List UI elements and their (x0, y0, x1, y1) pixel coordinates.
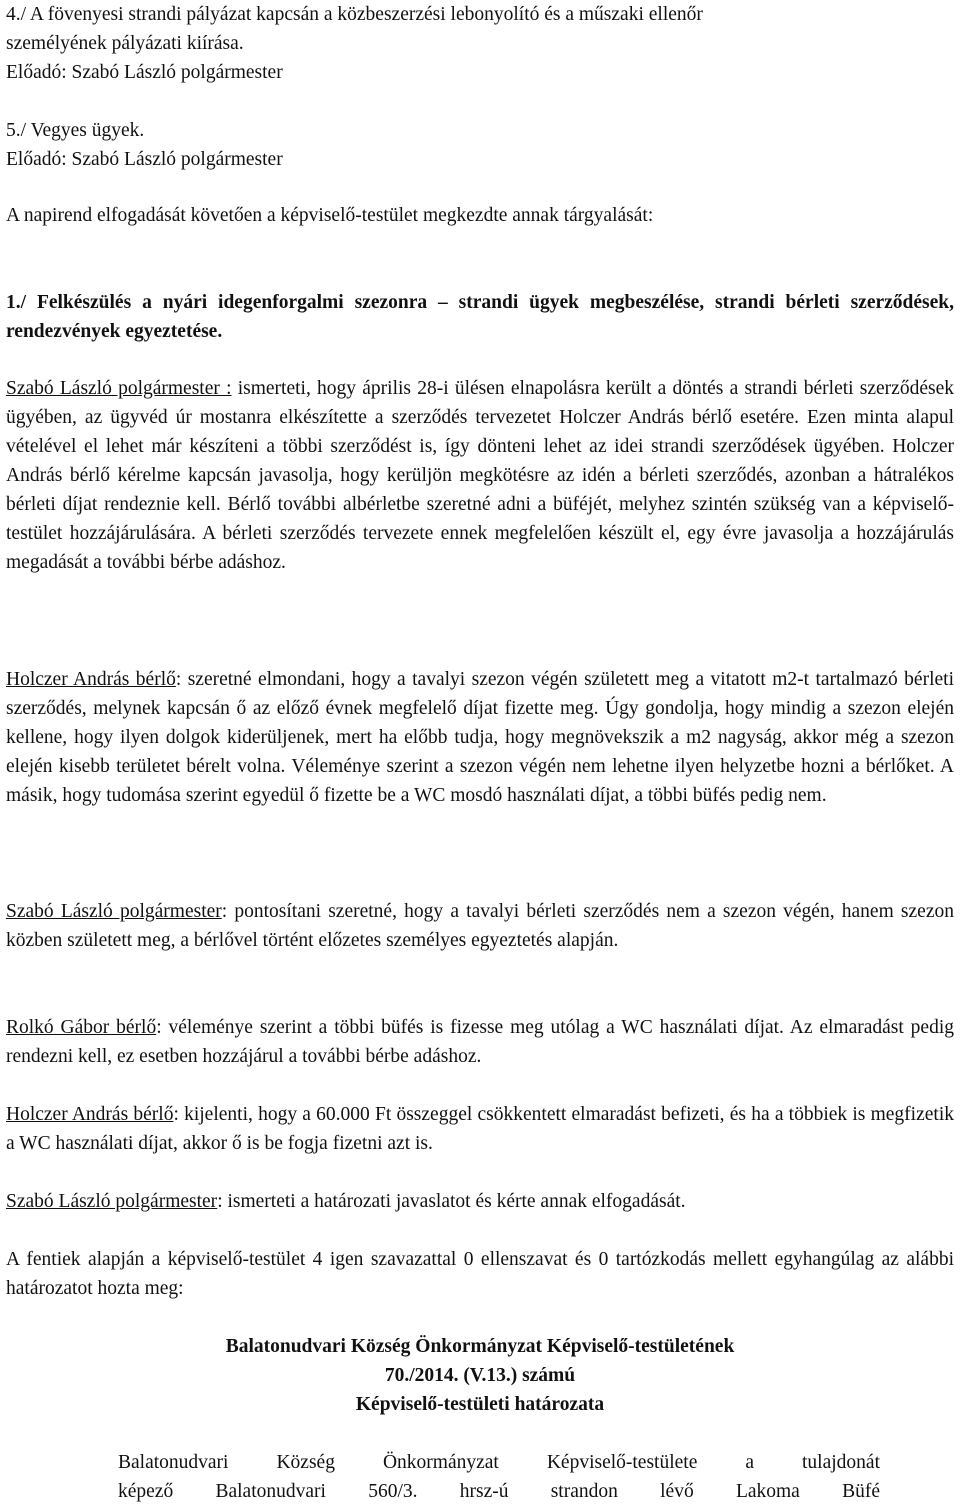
speaker-name: Szabó László polgármester (6, 901, 222, 922)
paragraph-2 (6, 665, 954, 810)
paragraph-text (6, 1187, 954, 1216)
resolution-body-line-2: képező Balatonudvari 560/3. hrsz-ú strandon lévő Lakoma Büfé (118, 1481, 880, 1502)
paragraph-6 (6, 1187, 954, 1216)
paragraph-text (6, 897, 954, 955)
statement-text: : ismerteti a határozati javaslatot és kérte annak elfogadását. (217, 1191, 686, 1212)
vote-result (6, 1245, 954, 1303)
paragraph-text (6, 1100, 954, 1158)
agenda-item-4-title: 4./ A fövenyesi strandi pályázat kapcsán a közbeszerzési lebonyolító és a műszaki ellenőr (6, 4, 703, 25)
resolution-number: 70./2014. (V.13.) számú (384, 1365, 576, 1386)
agenda-list (6, 0, 954, 174)
statement-text: : véleménye szerint a többi büfés is fizesse meg utólag a WC használati díjat. Az elmaradást pedig rendezni kell, ez esetben hozzájárul a további bérbe adáshoz. (6, 1017, 954, 1067)
resolution-body (118, 1448, 880, 1506)
statement-text: : kijelenti, hogy a 60.000 Ft összeggel csökkentett elmaradást befizeti, és ha a többiek is megfizetik a WC használati díjat, akkor ő is be fogja fizetni azt is. (6, 1104, 954, 1154)
speaker-name: Szabó László polgármester (6, 1191, 218, 1212)
agenda-item-4-title-cont: személyének pályázati kiírása. (6, 33, 244, 54)
intro-text: A napirend elfogadását követően a képviselő-testület megkezdte annak tárgyalását: (6, 205, 654, 226)
section-1 (6, 288, 954, 346)
speaker-name: Holczer András bérlő (6, 669, 176, 690)
resolution-type: Képviselő-testületi határozata (355, 1394, 605, 1415)
paragraph-4 (6, 1013, 954, 1071)
paragraph-5 (6, 1100, 954, 1158)
paragraph-text (6, 665, 954, 810)
statement-text: : pontosítani szeretné, hogy a tavalyi bérleti szerződés nem a szezon végén, hanem szezon közben született meg, a bérlővel történt előzetes személyes egyeztetés alapján. (6, 901, 954, 951)
agenda-item-5-presenter: Előadó: Szabó László polgármester (6, 149, 283, 170)
statement-text: : szeretné elmondani, hogy a tavalyi szezon végén született meg a vitatott m2-t tartalmazó bérleti szerződés, melynek kapcsán ő az előző évnek megfelelő díjat fizette meg. Úgy gondolja, hogy mindig a szezon elején kellene, hogy ilyen dolgok kiderüljenek, mert ha előbb tudja, hogy megnövekszik a m2 nagyság, akkor még a szezon elején kisebb területet bérelt volna. Véleménye szerint a szezon végén nem lehetne ilyen helyzetbe hozni a bérlőket. A másik, hogy tudomása szerint egyedül ő fizette be a WC mosdó használati díjat, a többi büfés pedig nem. (6, 669, 954, 806)
resolution-header (6, 1332, 954, 1419)
paragraph-text (6, 1013, 954, 1071)
resolution-title: Balatonudvari Község Önkormányzat Képviselő-testületének (225, 1336, 735, 1357)
speaker-name: Szabó László polgármester : (6, 378, 232, 399)
speaker-name: Rolkó Gábor bérlő (6, 1017, 157, 1038)
resolution-body-line-1: Balatonudvari Község Önkormányzat Képviselő-testülete a tulajdonát (118, 1452, 880, 1473)
statement-text: ismerteti, hogy április 28-i ülésen elnapolásra került a döntés a strandi bérleti szerződések ügyében, az ügyvéd úr mostanra elkészítette a szerződés tervezetet Holczer András bérlő esetére. Ezen minta alapul vételével el lehet már készíteni a többi szerződést is, így dönteni lehet az idei strandi szerződések ügyében. Holczer András bérlő kérelme kapcsán javasolja, hogy kerüljön megkötésre az idén a bérleti szerződés, azonban a hátralékos bérleti díjat rendeznie kell. Bérlő további albérletbe szeretné adni a büféjét, melyhez szintén szükség van a képviselő-testület hozzájárulására. A bérleti szerződés tervezete ennek megfelelően készült el, egy évre javasolja a hozzájárulás megadását a további bérbe adáshoz. (6, 378, 954, 573)
speaker-name: Holczer András bérlő (6, 1104, 174, 1125)
paragraph-text (6, 374, 954, 577)
vote-text: A fentiek alapján a képviselő-testület 4 igen szavazattal 0 ellenszavat és 0 tartózkodás mellett egyhangúlag az alábbi határozatot hozta meg: (6, 1249, 954, 1299)
paragraph-3 (6, 897, 954, 955)
section-1-heading: 1./ Felkészülés a nyári idegenforgalmi szezonra – strandi ügyek megbeszélése, strandi bérleti szerződések, rendezvények egyeztetése. (6, 292, 954, 342)
agenda-item-5-title: 5./ Vegyes ügyek. (6, 120, 145, 141)
paragraph-1 (6, 374, 954, 577)
agenda-item-4-presenter: Előadó: Szabó László polgármester (6, 62, 283, 83)
intro-text-block (6, 201, 954, 230)
